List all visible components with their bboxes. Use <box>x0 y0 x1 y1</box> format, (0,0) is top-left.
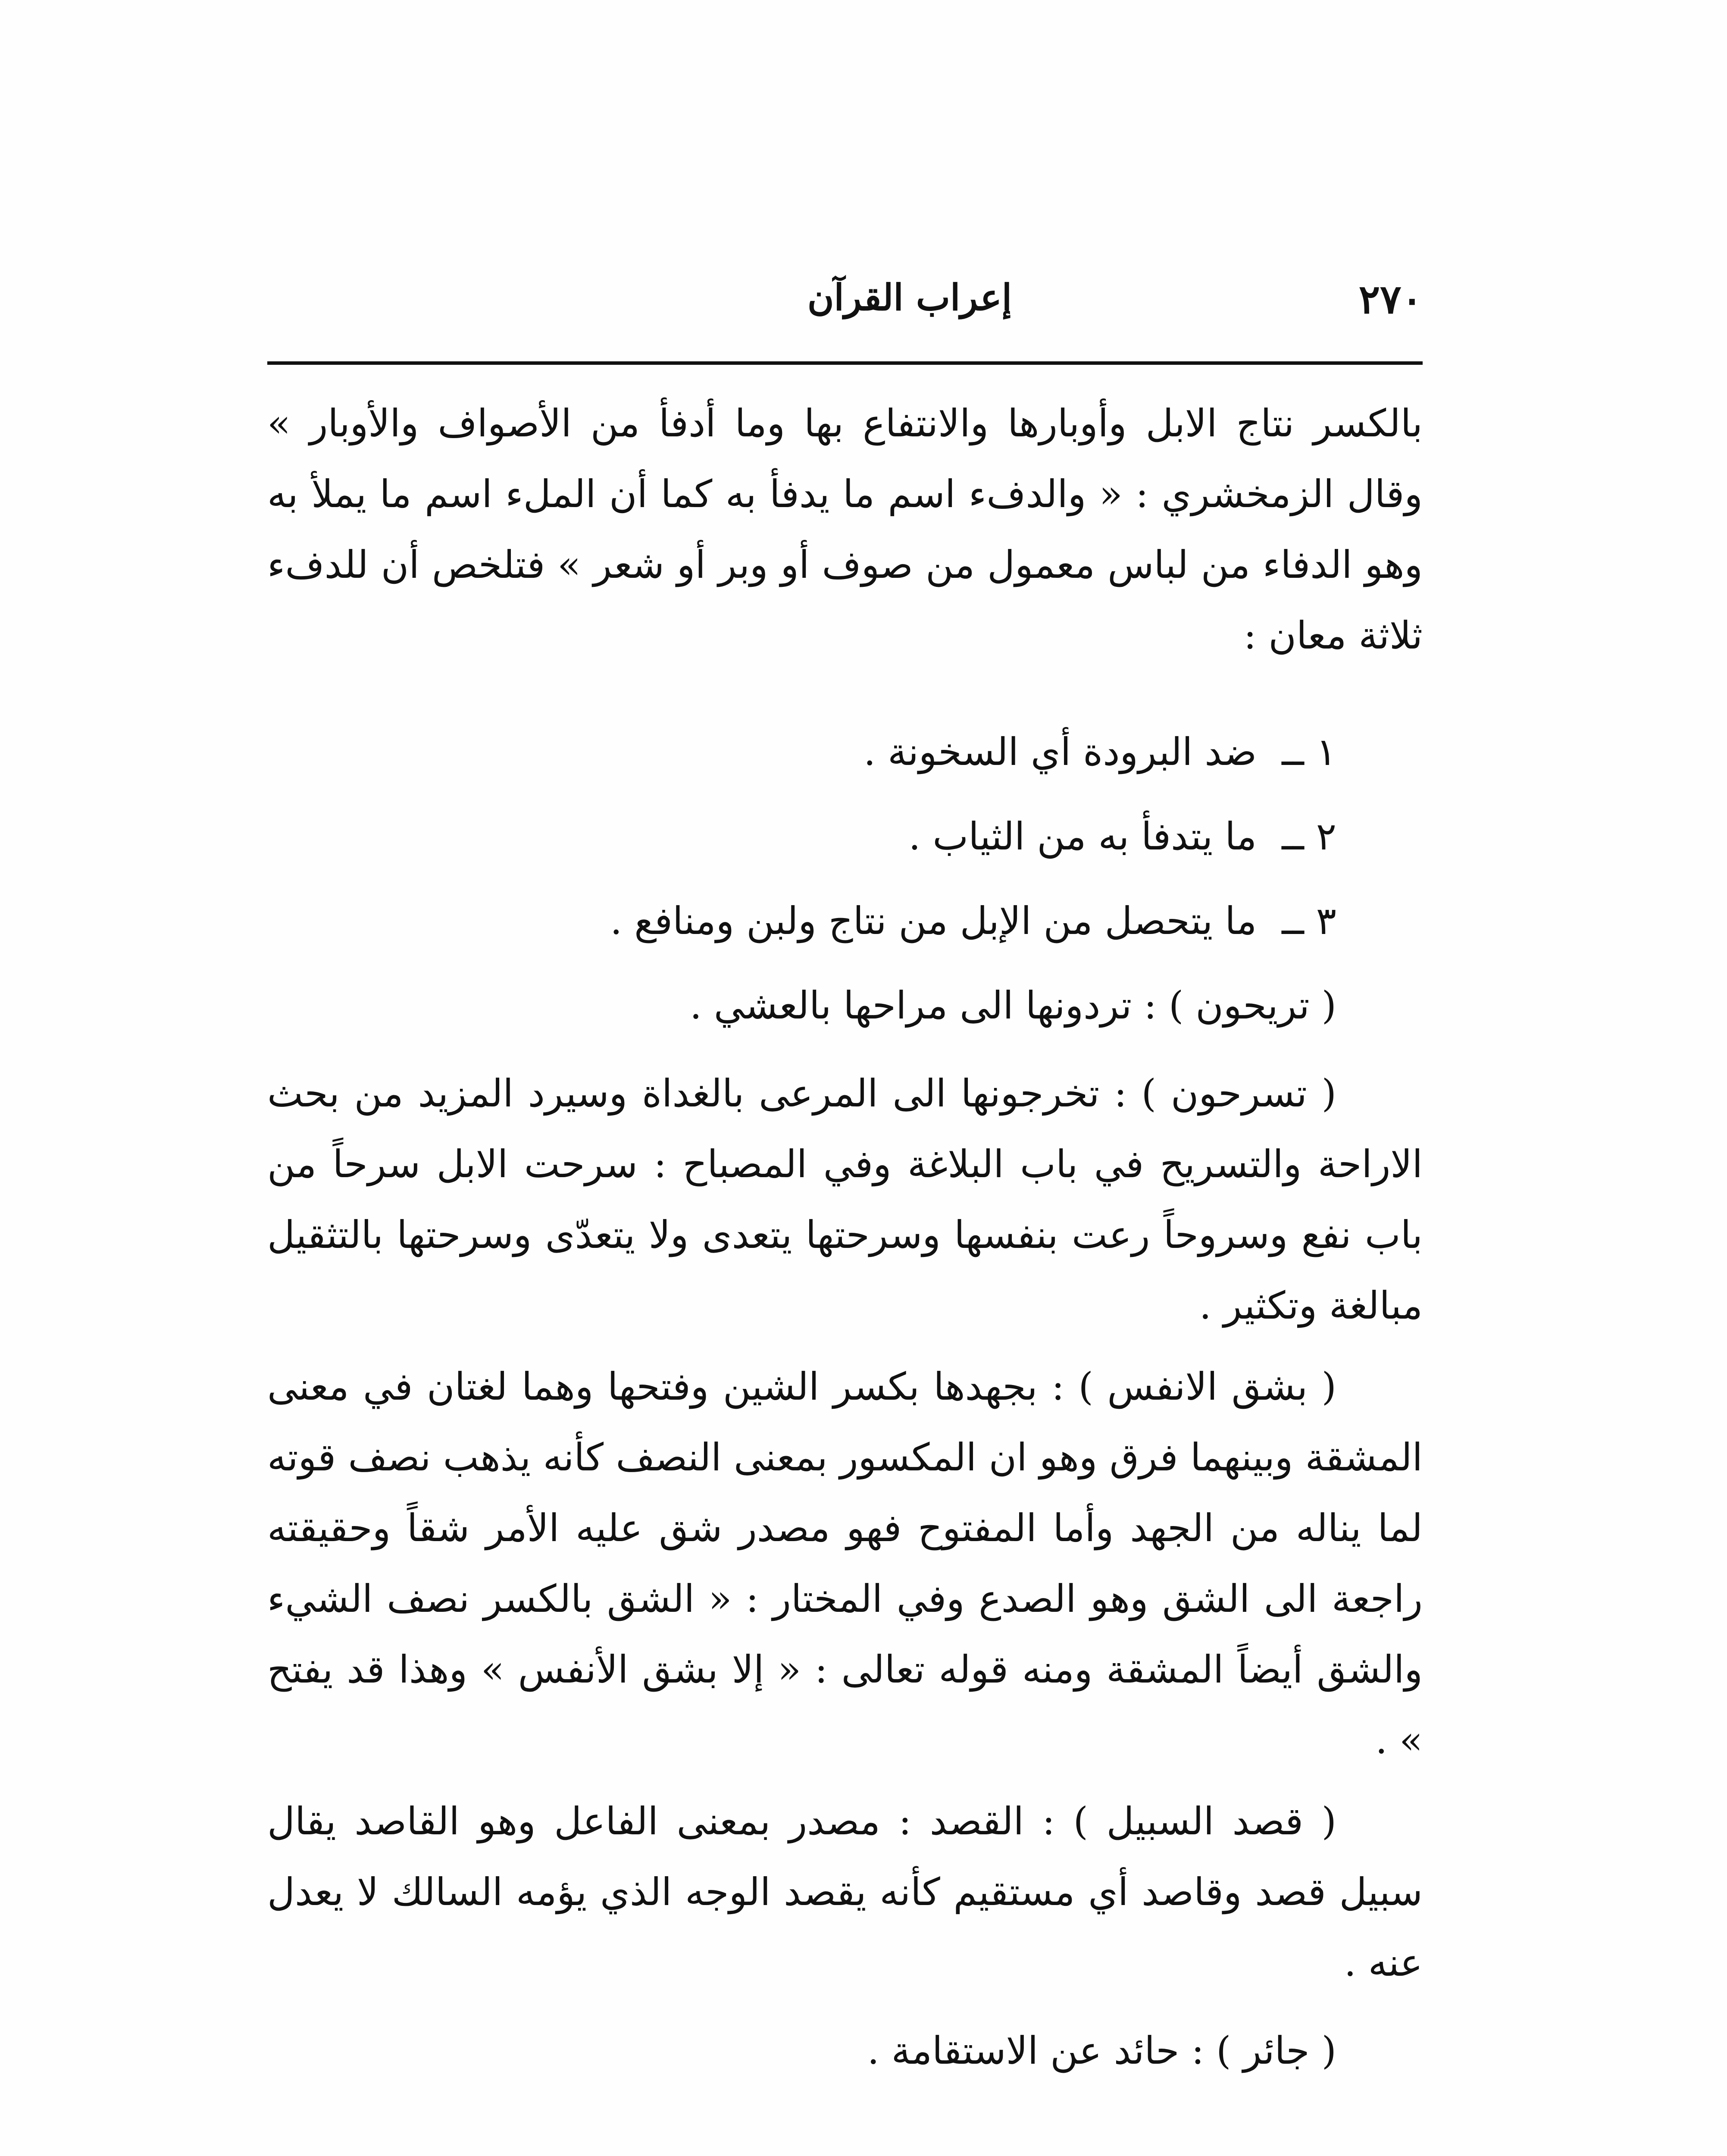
header-rule <box>267 361 1423 365</box>
list-item <box>267 794 1423 879</box>
list-item-number: ٣ ــ <box>1282 899 1336 943</box>
gloss-qasd-al-sabil: ( قصد السبيل ) : القصد : مصدر بمعنى الفاعل وهو القاصد يقال سبيل قصد وقاصد أي مستقيم كأنه يقصد الوجه الذي يؤمه السالك لا يعدل عنه . <box>267 1799 1423 1985</box>
list-item-number: ١ ــ <box>1282 730 1336 774</box>
page-number: ٢٧٠ <box>1358 276 1423 323</box>
gloss-tasrahun: ( تسرحون ) : تخرجونها الى المرعى بالغداة وسيرد المزيد من بحث الاراحة والتسريح في باب البلاغة وفي المصباح : سرحت الابل سرحاً من باب نفع وسروحاً رعت بنفسها وسرحتها يتعدى ولا يتعدّى وسرحتها بالتثقيل مبالغة وتكثير . <box>267 1071 1423 1328</box>
page-header <box>267 259 1423 336</box>
running-title: إعراب القرآن <box>807 276 1012 319</box>
list-item-text: ما يتحصل من الإبل من نتاج ولبن ومنافع . <box>610 899 1257 943</box>
list-item-text: ضد البرودة أي السخونة . <box>864 730 1257 774</box>
intro-paragraph: بالكسر نتاج الابل وأوبارها والانتفاع بها وما أدفأ من الأصواف والأوبار » وقال الزمخشري : « والدفء اسم ما يدفأ به كما أن الملء اسم ما يملأ به وهو الدفاء من لباس معمول من صوف أو وبر أو شعر » فتلخص أن للدفء ثلاثة معان : <box>267 401 1423 658</box>
list-item-number: ٢ ــ <box>1282 814 1336 859</box>
list-item-text: ما يتدفأ به من الثياب . <box>908 814 1257 859</box>
page-body <box>267 388 1423 2086</box>
list-item <box>267 879 1423 963</box>
gloss-shiqq-al-anfus: ( بشق الانفس ) : بجهدها بكسر الشين وفتحها وهما لغتان في معنى المشقة وبينهما فرق وهو ان المكسور بمعنى النصف كأنه يذهب نصف قوته لما يناله من الجهد وأما المفتوح فهو مصدر شق عليه الأمر شقاً وحقيقته راجعة الى الشق وهو الصدع وفي المختار : « الشق بالكسر نصف الشيء والشق أيضاً المشقة ومنه قوله تعالى : « إلا بشق الأنفس » وهذا قد يفتح » . <box>267 1364 1423 1762</box>
gloss-tarihun: ( تريحون ) : تردونها الى مراحها بالعشي . <box>689 983 1336 1028</box>
gloss-jaer: ( جائر ) : حائد عن الاستقامة . <box>867 2028 1336 2073</box>
list-item <box>267 710 1423 794</box>
